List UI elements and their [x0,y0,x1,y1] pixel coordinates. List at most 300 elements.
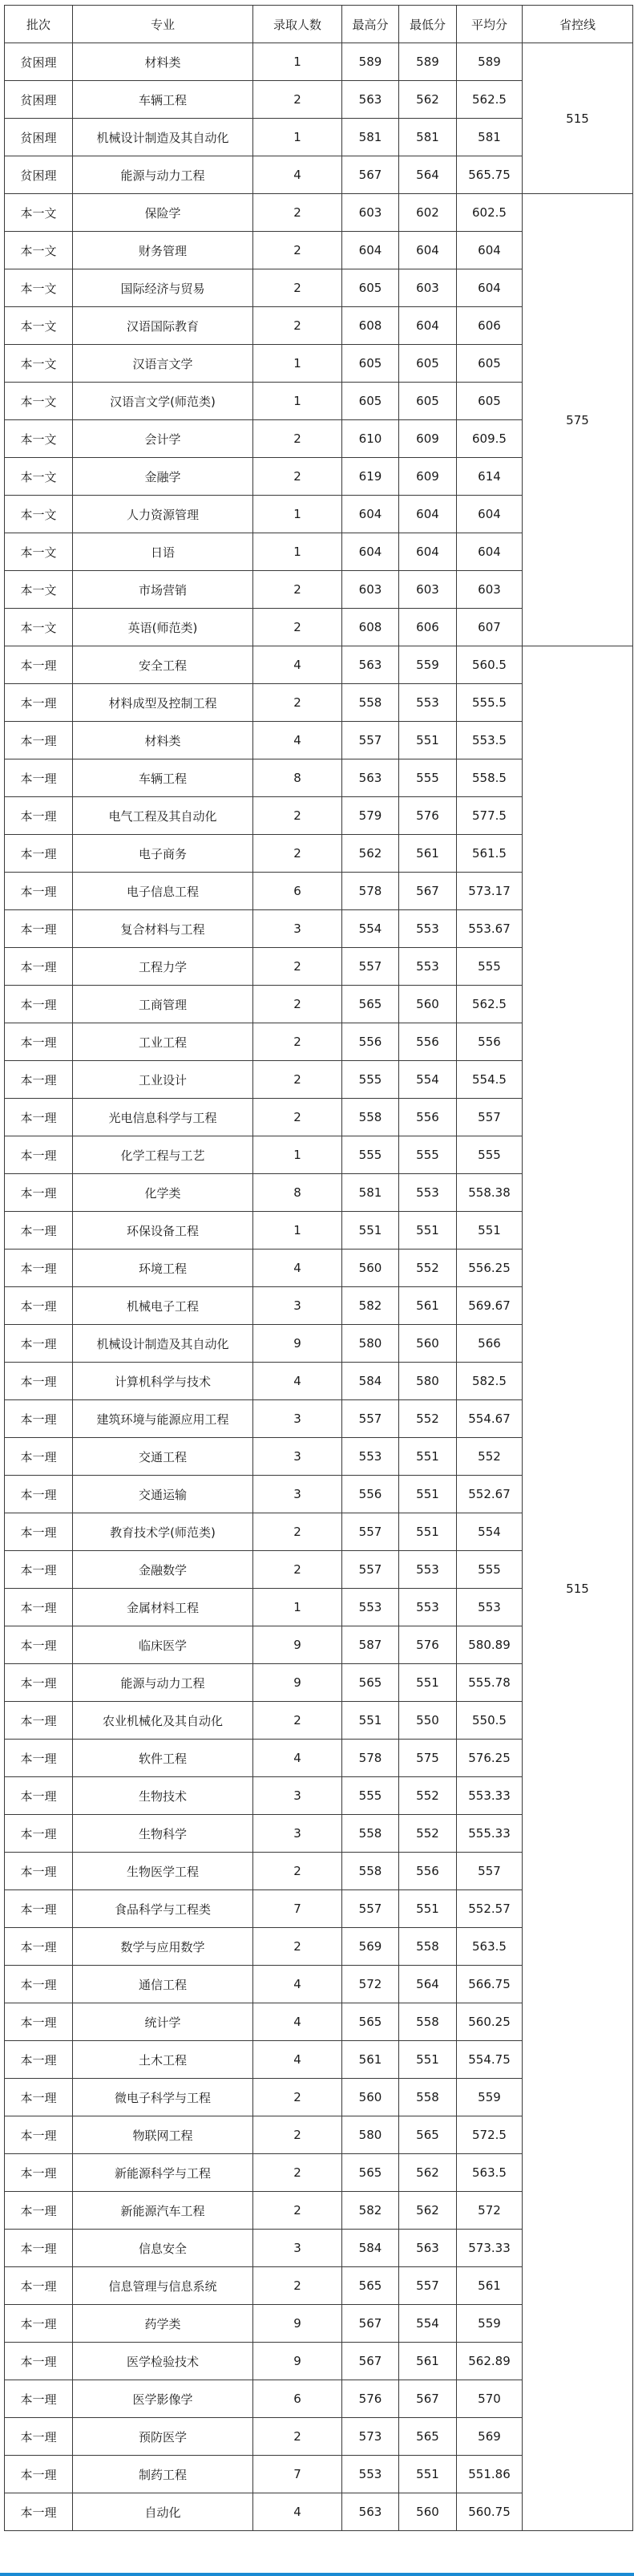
cell-avg-score: 614 [457,458,523,496]
header-avg-score: 平均分 [457,6,523,43]
cell-major: 新能源科学与工程 [73,2154,253,2192]
cell-admitted-count: 1 [253,1212,342,1250]
cell-major: 数学与应用数学 [73,1928,253,1966]
cell-min-score: 606 [399,609,457,646]
cell-max-score: 558 [342,1099,399,1136]
cell-avg-score: 555.33 [457,1815,523,1853]
cell-min-score: 576 [399,1626,457,1664]
cell-batch: 本一理 [5,1136,73,1174]
cell-major: 金融数学 [73,1551,253,1589]
cell-admitted-count: 9 [253,2343,342,2380]
cell-batch: 本一理 [5,2267,73,2305]
cell-admitted-count: 2 [253,2154,342,2192]
cell-avg-score: 557 [457,1853,523,1890]
cell-max-score: 557 [342,1890,399,1928]
cell-admitted-count: 4 [253,722,342,759]
cell-max-score: 551 [342,1702,399,1740]
cell-admitted-count: 9 [253,1325,342,1363]
cell-admitted-count: 2 [253,420,342,458]
cell-admitted-count: 2 [253,1551,342,1589]
cell-min-score: 609 [399,420,457,458]
cell-min-score: 551 [399,1438,457,1476]
cell-min-score: 551 [399,2456,457,2493]
cell-max-score: 565 [342,2154,399,2192]
cell-min-score: 551 [399,2041,457,2079]
cell-batch: 本一理 [5,1664,73,1702]
cell-batch: 本一理 [5,2305,73,2343]
cell-major: 汉语言文学(师范类) [73,383,253,420]
cell-batch: 本一理 [5,1626,73,1664]
cell-major: 机械设计制造及其自动化 [73,1325,253,1363]
cell-admitted-count: 1 [253,496,342,533]
cell-major: 农业机械化及其自动化 [73,1702,253,1740]
cell-batch: 本一理 [5,1740,73,1777]
cell-batch: 本一理 [5,1099,73,1136]
cell-max-score: 581 [342,119,399,156]
cell-max-score: 563 [342,646,399,684]
cell-batch: 本一理 [5,2418,73,2456]
cell-min-score: 580 [399,1363,457,1400]
cell-major: 土木工程 [73,2041,253,2079]
cell-admitted-count: 2 [253,1513,342,1551]
table-row [5,194,633,232]
cell-min-score: 559 [399,646,457,684]
cell-max-score: 553 [342,1589,399,1626]
cell-max-score: 555 [342,1136,399,1174]
cell-major: 交通运输 [73,1476,253,1513]
cell-batch: 本一理 [5,2154,73,2192]
cell-batch: 本一理 [5,1212,73,1250]
cell-admitted-count: 4 [253,156,342,194]
cell-admitted-count: 2 [253,609,342,646]
cell-avg-score: 555 [457,1551,523,1589]
cell-min-score: 560 [399,986,457,1023]
cell-admitted-count: 4 [253,1740,342,1777]
cell-avg-score: 553.5 [457,722,523,759]
cell-max-score: 610 [342,420,399,458]
cell-admitted-count: 1 [253,119,342,156]
cell-admitted-count: 7 [253,2456,342,2493]
cell-major: 医学检验技术 [73,2343,253,2380]
cell-batch: 本一理 [5,2380,73,2418]
cell-admitted-count: 3 [253,1287,342,1325]
cell-batch: 贫困理 [5,81,73,119]
cell-avg-score: 557 [457,1099,523,1136]
cell-major: 信息管理与信息系统 [73,2267,253,2305]
cell-max-score: 569 [342,1928,399,1966]
cell-major: 软件工程 [73,1740,253,1777]
cell-admitted-count: 9 [253,2305,342,2343]
cell-avg-score: 562.5 [457,81,523,119]
cell-min-score: 551 [399,1212,457,1250]
cell-avg-score: 555 [457,1136,523,1174]
cell-max-score: 567 [342,2305,399,2343]
cell-batch: 贫困理 [5,156,73,194]
cell-min-score: 567 [399,873,457,910]
cell-batch: 本一理 [5,1287,73,1325]
cell-admitted-count: 2 [253,81,342,119]
cell-major: 统计学 [73,2003,253,2041]
cell-batch: 本一理 [5,1400,73,1438]
header-batch: 批次 [5,6,73,43]
cell-min-score: 551 [399,1890,457,1928]
cell-avg-score: 565.75 [457,156,523,194]
cell-max-score: 555 [342,1061,399,1099]
cell-min-score: 553 [399,684,457,722]
cell-major: 教育技术学(师范类) [73,1513,253,1551]
cell-major: 生物医学工程 [73,1853,253,1890]
cell-min-score: 555 [399,1136,457,1174]
cell-avg-score: 558.5 [457,759,523,797]
cell-min-score: 609 [399,458,457,496]
cell-batch: 本一理 [5,1363,73,1400]
cell-min-score: 560 [399,1325,457,1363]
cell-max-score: 565 [342,986,399,1023]
cell-max-score: 576 [342,2380,399,2418]
cell-avg-score: 553.33 [457,1777,523,1815]
cell-major: 国际经济与贸易 [73,269,253,307]
cell-batch: 本一理 [5,1023,73,1061]
cell-min-score: 576 [399,797,457,835]
cell-max-score: 554 [342,910,399,948]
cell-major: 环境工程 [73,1250,253,1287]
cell-admitted-count: 2 [253,1853,342,1890]
header-admitted-count: 录取人数 [253,6,342,43]
cell-min-score: 604 [399,533,457,571]
cell-avg-score: 559 [457,2079,523,2116]
cell-min-score: 604 [399,307,457,345]
header-control-line: 省控线 [523,6,633,43]
cell-avg-score: 561.5 [457,835,523,873]
cell-min-score: 551 [399,722,457,759]
cell-admitted-count: 6 [253,2380,342,2418]
cell-max-score: 555 [342,1777,399,1815]
cell-max-score: 604 [342,496,399,533]
cell-max-score: 579 [342,797,399,835]
cell-batch: 本一理 [5,1174,73,1212]
cell-min-score: 556 [399,1099,457,1136]
cell-avg-score: 572 [457,2192,523,2230]
cell-major: 自动化 [73,2493,253,2531]
cell-max-score: 558 [342,1815,399,1853]
cell-batch: 本一理 [5,646,73,684]
cell-admitted-count: 4 [253,2041,342,2079]
cell-batch: 本一理 [5,1589,73,1626]
cell-avg-score: 555.78 [457,1664,523,1702]
cell-max-score: 553 [342,2456,399,2493]
cell-major: 生物科学 [73,1815,253,1853]
cell-avg-score: 554.75 [457,2041,523,2079]
cell-admitted-count: 2 [253,986,342,1023]
cell-min-score: 553 [399,1589,457,1626]
cell-batch: 本一理 [5,759,73,797]
cell-min-score: 554 [399,1061,457,1099]
cell-admitted-count: 3 [253,2230,342,2267]
cell-major: 机械设计制造及其自动化 [73,119,253,156]
cell-admitted-count: 2 [253,1099,342,1136]
cell-major: 光电信息科学与工程 [73,1099,253,1136]
cell-major: 生物技术 [73,1777,253,1815]
cell-admitted-count: 6 [253,873,342,910]
cell-min-score: 553 [399,948,457,986]
cell-avg-score: 606 [457,307,523,345]
cell-major: 车辆工程 [73,759,253,797]
cell-max-score: 557 [342,1551,399,1589]
cell-major: 材料成型及控制工程 [73,684,253,722]
cell-max-score: 608 [342,307,399,345]
cell-min-score: 605 [399,345,457,383]
cell-major: 车辆工程 [73,81,253,119]
cell-avg-score: 554.5 [457,1061,523,1099]
cell-batch: 本一理 [5,1890,73,1928]
cell-avg-score: 603 [457,571,523,609]
cell-major: 计算机科学与技术 [73,1363,253,1400]
cell-admitted-count: 2 [253,2267,342,2305]
cell-major: 临床医学 [73,1626,253,1664]
cell-max-score: 565 [342,2267,399,2305]
cell-min-score: 552 [399,1777,457,1815]
cell-batch: 本一文 [5,307,73,345]
cell-avg-score: 572.5 [457,2116,523,2154]
cell-avg-score: 581 [457,119,523,156]
cell-major: 人力资源管理 [73,496,253,533]
cell-batch: 本一理 [5,1325,73,1363]
cell-avg-score: 553 [457,1589,523,1626]
cell-admitted-count: 9 [253,1664,342,1702]
table-row [5,43,633,81]
cell-admitted-count: 3 [253,1438,342,1476]
cell-avg-score: 604 [457,496,523,533]
cell-max-score: 573 [342,2418,399,2456]
cell-avg-score: 555 [457,948,523,986]
cell-batch: 本一理 [5,1250,73,1287]
cell-max-score: 563 [342,2493,399,2531]
cell-admitted-count: 2 [253,307,342,345]
cell-admitted-count: 1 [253,345,342,383]
cell-min-score: 603 [399,571,457,609]
cell-major: 交通工程 [73,1438,253,1476]
cell-batch: 本一理 [5,1815,73,1853]
cell-admitted-count: 4 [253,2493,342,2531]
cell-max-score: 565 [342,1664,399,1702]
cell-major: 工业设计 [73,1061,253,1099]
cell-major: 英语(师范类) [73,609,253,646]
cell-min-score: 581 [399,119,457,156]
cell-major: 汉语国际教育 [73,307,253,345]
cell-avg-score: 560.25 [457,2003,523,2041]
cell-major: 工程力学 [73,948,253,986]
cell-batch: 本一理 [5,986,73,1023]
cell-admitted-count: 2 [253,232,342,269]
cell-max-score: 572 [342,1966,399,2003]
cell-min-score: 604 [399,496,457,533]
cell-avg-score: 553.67 [457,910,523,948]
cell-admitted-count: 1 [253,43,342,81]
cell-min-score: 561 [399,2343,457,2380]
cell-major: 材料类 [73,43,253,81]
cell-batch: 贫困理 [5,119,73,156]
cell-min-score: 563 [399,2230,457,2267]
cell-batch: 本一理 [5,910,73,948]
cell-avg-score: 577.5 [457,797,523,835]
cell-admitted-count: 2 [253,1023,342,1061]
cell-max-score: 567 [342,2343,399,2380]
cell-batch: 本一理 [5,835,73,873]
cell-min-score: 552 [399,1250,457,1287]
cell-max-score: 557 [342,1513,399,1551]
cell-major: 材料类 [73,722,253,759]
cell-admitted-count: 4 [253,1966,342,2003]
cell-batch: 本一文 [5,609,73,646]
cell-min-score: 556 [399,1023,457,1061]
cell-major: 市场营销 [73,571,253,609]
cell-min-score: 561 [399,1287,457,1325]
cell-major: 日语 [73,533,253,571]
header-min-score: 最低分 [399,6,457,43]
cell-major: 通信工程 [73,1966,253,2003]
cell-avg-score: 554 [457,1513,523,1551]
cell-batch: 本一理 [5,2343,73,2380]
cell-avg-score: 605 [457,383,523,420]
cell-avg-score: 602.5 [457,194,523,232]
cell-major: 新能源汽车工程 [73,2192,253,2230]
cell-max-score: 560 [342,2079,399,2116]
cell-batch: 本一理 [5,797,73,835]
cell-min-score: 565 [399,2116,457,2154]
cell-admitted-count: 2 [253,797,342,835]
cell-avg-score: 559 [457,2305,523,2343]
cell-min-score: 605 [399,383,457,420]
cell-admitted-count: 8 [253,759,342,797]
cell-min-score: 558 [399,1928,457,1966]
cell-batch: 贫困理 [5,43,73,81]
cell-major: 物联网工程 [73,2116,253,2154]
cell-min-score: 562 [399,2192,457,2230]
cell-major: 环保设备工程 [73,1212,253,1250]
cell-avg-score: 561 [457,2267,523,2305]
cell-batch: 本一文 [5,345,73,383]
cell-max-score: 605 [342,345,399,383]
cell-max-score: 584 [342,2230,399,2267]
cell-avg-score: 589 [457,43,523,81]
cell-avg-score: 570 [457,2380,523,2418]
cell-min-score: 561 [399,835,457,873]
cell-max-score: 560 [342,1250,399,1287]
cell-major: 建筑环境与能源应用工程 [73,1400,253,1438]
cell-avg-score: 552.57 [457,1890,523,1928]
cell-avg-score: 609.5 [457,420,523,458]
cell-major: 微电子科学与工程 [73,2079,253,2116]
cell-avg-score: 556 [457,1023,523,1061]
cell-control-line: 575 [523,194,633,646]
cell-max-score: 567 [342,156,399,194]
cell-min-score: 551 [399,1476,457,1513]
cell-batch: 本一理 [5,2230,73,2267]
cell-avg-score: 555.5 [457,684,523,722]
cell-max-score: 557 [342,1400,399,1438]
cell-min-score: 550 [399,1702,457,1740]
cell-min-score: 552 [399,1815,457,1853]
cell-major: 化学工程与工艺 [73,1136,253,1174]
cell-avg-score: 552.67 [457,1476,523,1513]
cell-max-score: 562 [342,835,399,873]
cell-max-score: 551 [342,1212,399,1250]
cell-avg-score: 582.5 [457,1363,523,1400]
cell-max-score: 604 [342,232,399,269]
cell-max-score: 581 [342,1174,399,1212]
bottom-accent-bar [0,2573,634,2576]
cell-admitted-count: 2 [253,194,342,232]
cell-batch: 本一理 [5,1966,73,2003]
cell-major: 复合材料与工程 [73,910,253,948]
cell-major: 财务管理 [73,232,253,269]
cell-max-score: 556 [342,1476,399,1513]
cell-admitted-count: 3 [253,1400,342,1438]
cell-major: 会计学 [73,420,253,458]
cell-avg-score: 573.17 [457,873,523,910]
cell-major: 电气工程及其自动化 [73,797,253,835]
cell-min-score: 603 [399,269,457,307]
cell-batch: 本一理 [5,873,73,910]
cell-avg-score: 569 [457,2418,523,2456]
cell-admitted-count: 9 [253,1626,342,1664]
cell-min-score: 553 [399,910,457,948]
cell-admitted-count: 3 [253,1815,342,1853]
cell-max-score: 619 [342,458,399,496]
cell-max-score: 587 [342,1626,399,1664]
cell-major: 信息安全 [73,2230,253,2267]
cell-batch: 本一理 [5,1777,73,1815]
cell-admitted-count: 2 [253,2192,342,2230]
cell-avg-score: 566 [457,1325,523,1363]
cell-admitted-count: 1 [253,533,342,571]
cell-major: 工商管理 [73,986,253,1023]
cell-max-score: 556 [342,1023,399,1061]
cell-batch: 本一理 [5,2456,73,2493]
cell-max-score: 578 [342,1740,399,1777]
cell-batch: 本一文 [5,496,73,533]
cell-major: 预防医学 [73,2418,253,2456]
cell-admitted-count: 2 [253,2079,342,2116]
cell-major: 医学影像学 [73,2380,253,2418]
cell-batch: 本一理 [5,948,73,986]
cell-batch: 本一理 [5,1928,73,1966]
cell-max-score: 563 [342,759,399,797]
cell-admitted-count: 3 [253,1777,342,1815]
cell-admitted-count: 4 [253,1250,342,1287]
cell-max-score: 608 [342,609,399,646]
cell-min-score: 555 [399,759,457,797]
cell-major: 电子信息工程 [73,873,253,910]
table-header-row [5,6,633,43]
cell-min-score: 558 [399,2079,457,2116]
cell-major: 工业工程 [73,1023,253,1061]
cell-batch: 本一理 [5,1853,73,1890]
cell-batch: 本一理 [5,1476,73,1513]
cell-min-score: 558 [399,2003,457,2041]
cell-major: 机械电子工程 [73,1287,253,1325]
cell-avg-score: 558.38 [457,1174,523,1212]
cell-avg-score: 563.5 [457,2154,523,2192]
cell-admitted-count: 2 [253,835,342,873]
cell-batch: 本一理 [5,1513,73,1551]
cell-min-score: 551 [399,1513,457,1551]
cell-avg-score: 552 [457,1438,523,1476]
table-row [5,646,633,684]
cell-admitted-count: 1 [253,1589,342,1626]
cell-min-score: 564 [399,1966,457,2003]
cell-avg-score: 560.75 [457,2493,523,2531]
